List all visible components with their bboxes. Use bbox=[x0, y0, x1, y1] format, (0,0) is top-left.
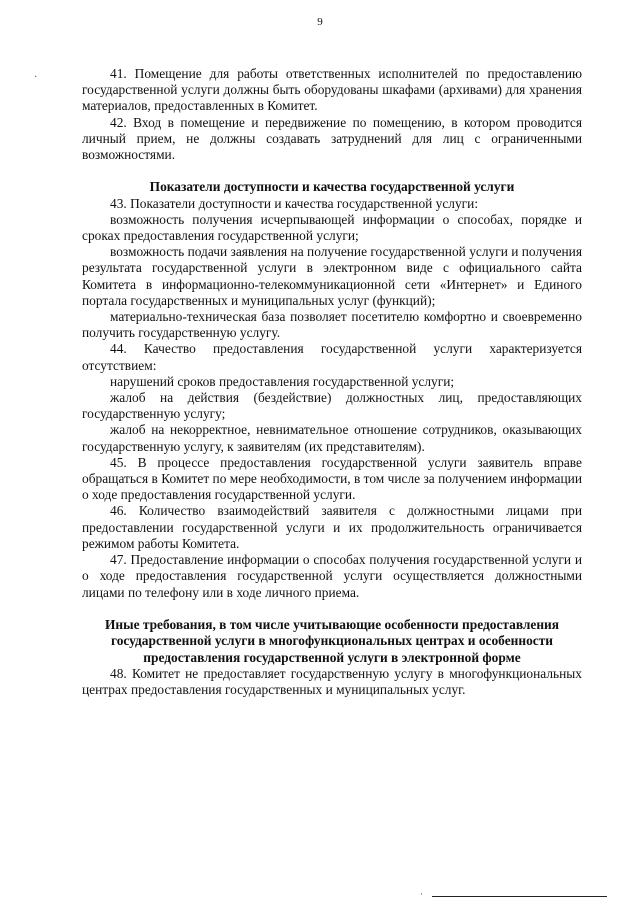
paragraph-47: 47. Предоставление информации о способах получения государственной услуги и о ходе предоставления государственной услуги осуществляется должностными лицами по телефону или в ходе личного приема. bbox=[82, 552, 582, 600]
list-item: нарушений сроков предоставления государственной услуги; bbox=[110, 373, 455, 389]
section-heading-accessibility: Показатели доступности и качества государственной услуги bbox=[149, 179, 515, 195]
margin-mark: · bbox=[34, 72, 38, 83]
paragraph-46: 46. Количество взаимодействий заявителя с должностными лицами при предоставлении государственной услуги и их продолжительность ограничивается режимом работы Комитета. bbox=[82, 503, 582, 551]
list-item: жалоб на действия (бездействие) должностных лиц, предоставляющих государственную услугу; bbox=[82, 390, 582, 422]
page-number: 9 bbox=[317, 16, 323, 28]
list-item: возможность подачи заявления на получение государственной услуги и получения результата государственной услуги в электронном виде с официального сайта Комитета в информационно-телекоммуникационной сети «Интернет» и Единого портала государственных и муниципальных услуг (функций); bbox=[82, 244, 582, 308]
paragraph-41: 41. Помещение для работы ответственных исполнителей по предоставлению государственной услуги должны быть оборудованы шкафами (архивами) для хранения материалов, предоставленных в Комитет. bbox=[82, 66, 582, 114]
section-heading-other-requirements: Иные требования, в том числе учитывающие особенности предоставления государственной услуги в многофункциональных центрах и особенности предоставления государственной услуги в электронной форме bbox=[104, 616, 560, 665]
paragraph-45: 45. В процессе предоставления государственной услуги заявитель вправе обращаться в Комитет по мере необходимости, в том числе за получением информации о ходе предоставления государственной услуги. bbox=[82, 454, 582, 503]
document-body bbox=[82, 66, 582, 698]
paragraph-48: 48. Комитет не предоставляет государственную услугу в многофункциональных центрах предоставления государственных и муниципальных услуг. bbox=[82, 665, 582, 698]
paragraph-42: 42. Вход в помещение и передвижение по помещению, в котором проводится личный прием, не должны создавать затруднений для лиц с ограниченными возможностями. bbox=[82, 114, 582, 163]
footer-mark: · bbox=[420, 889, 425, 899]
list-item: жалоб на некорректное, невнимательное отношение сотрудников, оказывающих государственную услугу, к заявителям (их представителям). bbox=[82, 422, 582, 454]
paragraph-43: 43. Показатели доступности и качества государственной услуги: bbox=[110, 195, 479, 211]
list-item: материально-техническая база позволяет посетителю комфортно и своевременно получить государственную услугу. bbox=[82, 309, 582, 341]
paragraph-44: 44. Качество предоставления государственной услуги характеризуется отсутствием: bbox=[82, 341, 582, 373]
list-item: возможность получения исчерпывающей информации о способах, порядке и сроках предоставления государственной услуги; bbox=[82, 211, 582, 244]
footer-rule bbox=[432, 896, 607, 897]
